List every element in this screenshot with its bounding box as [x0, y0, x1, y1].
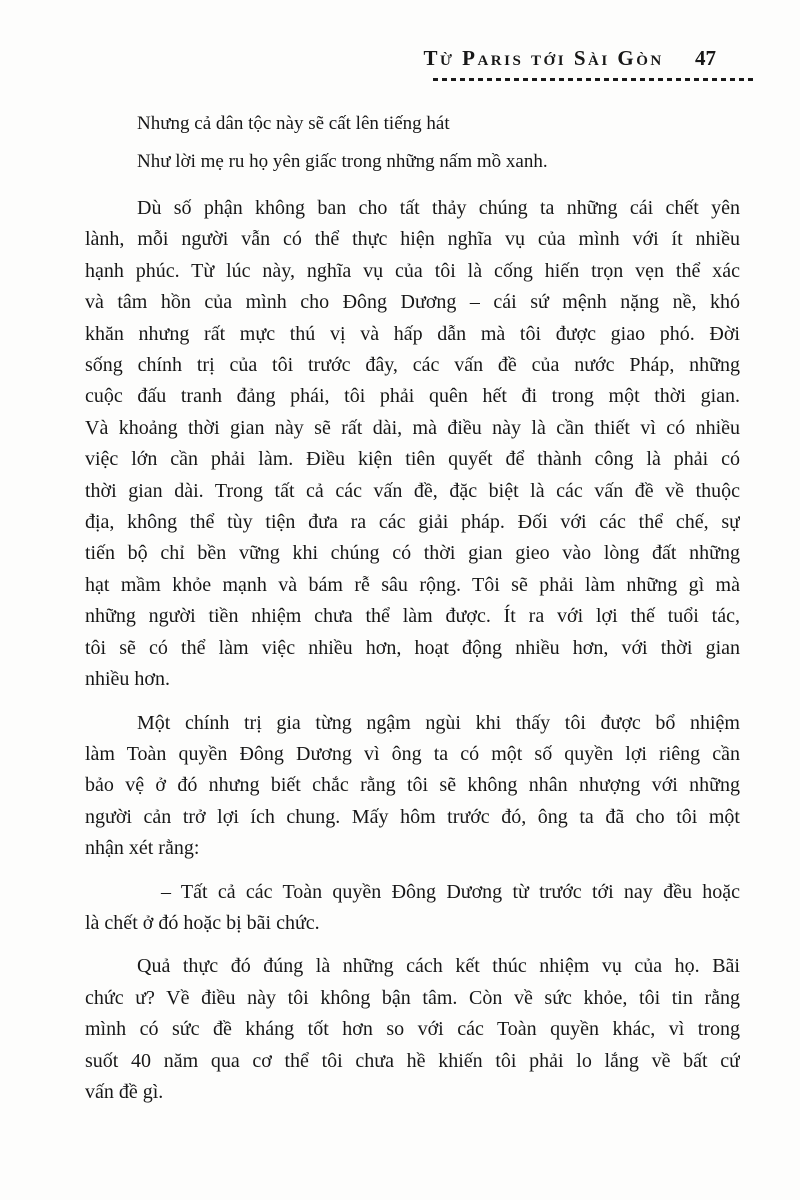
text-line: là chết ở đó hoặc bị bãi chức.: [85, 911, 320, 934]
text-line: nhận xét rằng:: [85, 837, 200, 860]
text-line: vấn đề gì.: [85, 1080, 164, 1103]
text-line: mình có sức đề kháng tốt hơn so với các Toàn quyền khác, vì trong: [85, 1018, 740, 1041]
dashed-divider: [433, 78, 755, 81]
poem-line: Nhưng cả dân tộc này sẽ cất lên tiếng hát: [137, 113, 450, 134]
paragraph: [85, 708, 740, 865]
text-line: Và khoảng thời gian này sẽ rất dài, mà điều này là cần thiết vì có nhiều: [85, 416, 740, 439]
paragraph: [85, 193, 740, 696]
poem-block: [137, 105, 740, 181]
text-line: Quả thực đó đúng là những cách kết thúc nhiệm vụ của họ. Bãi: [137, 955, 740, 978]
text-column: [85, 105, 740, 1108]
page-number: 47: [695, 46, 716, 70]
text-line: cuộc đấu tranh đảng phái, tôi phải quên hết đi trong một thời gian.: [85, 385, 740, 408]
text-line: tiến bộ chỉ bền vững khi chúng có thời gian gieo vào lòng đất những: [85, 542, 740, 565]
text-line: tôi sẽ có thể làm việc nhiều hơn, hoạt động nhiều hơn, với thời gian: [85, 636, 740, 659]
text-line: – Tất cả các Toàn quyền Đông Dương từ trước tới nay đều hoặc: [161, 880, 740, 903]
text-line: và tâm hồn của mình cho Đông Dương – cái sứ mệnh nặng nề, khó: [85, 291, 740, 314]
paragraph: [85, 877, 740, 940]
running-title: Từ Paris tới Sài Gòn: [423, 46, 664, 70]
text-line: những người tiền nhiệm chưa thể làm được. Ít ra với lợi thế tuổi tác,: [85, 605, 740, 628]
text-line: người cản trở lợi ích chung. Mấy hôm trước đó, ông ta đã cho tôi một: [85, 805, 740, 828]
text-line: hạt mầm khỏe mạnh và bám rễ sâu rộng. Tôi sẽ phải làm những gì mà: [85, 573, 740, 596]
text-line: lành, mỗi người vẫn có thể thực hiện nghĩa vụ của mình với ít nhiều: [85, 228, 740, 251]
text-line: suốt 40 năm qua cơ thể tôi chưa hề khiến tôi phải lo lắng về bất cứ: [85, 1049, 740, 1072]
text-line: Một chính trị gia từng ngậm ngùi khi thấy tôi được bổ nhiệm: [137, 711, 740, 734]
text-line: sống chính trị của tôi trước đây, các vấn đề của nước Pháp, những: [85, 354, 740, 377]
text-line: hạnh phúc. Từ lúc này, nghĩa vụ của tôi là cống hiến trọn vẹn thể xác: [85, 259, 740, 282]
page-header: [0, 0, 800, 81]
text-line: nhiều hơn.: [85, 668, 171, 691]
text-line: thời gian dài. Trong tất cả các vấn đề, đặc biệt là các vấn đề về thuộc: [85, 479, 740, 502]
text-line: địa, không thể tùy tiện đưa ra các giải pháp. Đối với các thể chế, sự: [85, 511, 740, 534]
paragraphs: [85, 193, 740, 1108]
text-line: khăn nhưng rất mực thú vị và hấp dẫn mà tôi được giao phó. Đời: [85, 322, 740, 345]
text-line: Dù số phận không ban cho tất thảy chúng ta những cái chết yên: [137, 197, 740, 219]
text-line: làm Toàn quyền Đông Dương vì ông ta có một số quyền lợi riêng cần: [85, 742, 740, 765]
text-line: việc lớn cần phải làm. Điều kiện tiên quyết để thành công là phải có: [85, 448, 740, 471]
text-line: bảo vệ ở đó nhưng biết chắc rằng tôi sẽ không nhân nhượng với những: [85, 774, 740, 797]
text-line: chức ư? Về điều này tôi không bận tâm. Còn về sức khỏe, tôi tin rằng: [85, 986, 740, 1009]
poem-line: Như lời mẹ ru họ yên giấc trong những nấm mồ xanh.: [137, 151, 548, 172]
paragraph: [85, 951, 740, 1108]
running-head: [0, 46, 800, 71]
